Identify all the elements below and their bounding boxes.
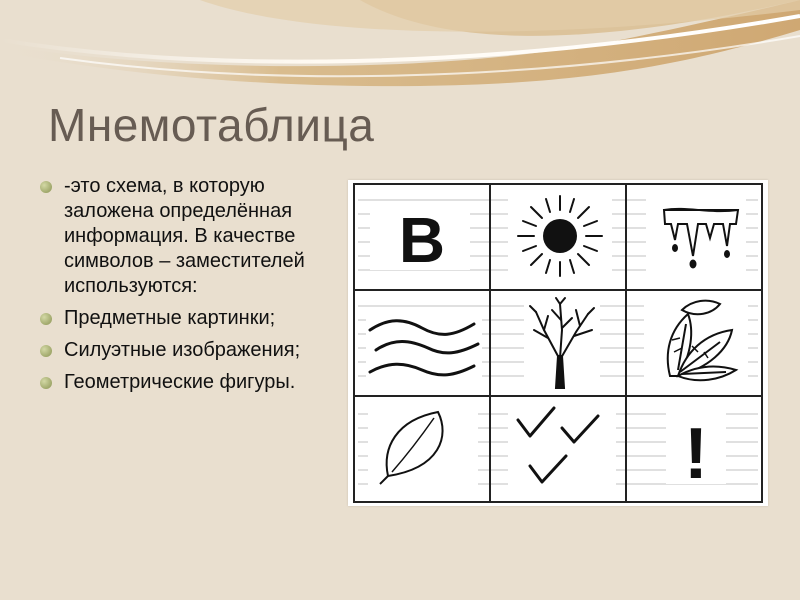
bullet-dot-icon — [40, 181, 52, 193]
bullet-item — [38, 370, 338, 395]
bullet-item — [38, 338, 338, 363]
bullet-text: Предметные картинки; — [64, 307, 276, 329]
letter-v-text: В — [398, 204, 446, 276]
wind-waves-icon — [366, 310, 482, 380]
bullet-dot-icon — [40, 345, 52, 357]
bare-tree-icon — [524, 298, 600, 390]
letter-v-icon — [370, 204, 470, 276]
leaf-cluster-icon — [644, 300, 748, 386]
bullet-dot-icon — [40, 377, 52, 389]
mnemo-table — [348, 180, 768, 506]
flying-birds-icon — [508, 406, 616, 496]
bullet-text: Силуэтные изображения; — [64, 339, 301, 361]
icicles-icon — [646, 198, 746, 276]
bullet-text: Геометрические фигуры. — [64, 371, 296, 393]
bullet-dot-icon — [40, 313, 52, 325]
bullet-item — [38, 306, 338, 331]
exclamation-icon — [666, 410, 726, 494]
bullet-text: -это схема, в которую заложена определённая информация. В качестве символов – заместителей используются: — [64, 175, 305, 297]
leaf-icon — [368, 406, 478, 492]
bullet-list — [38, 174, 338, 402]
sun-icon — [508, 192, 612, 280]
slide-title: Мнемотаблица — [48, 99, 375, 151]
bullet-item — [38, 174, 338, 299]
exclamation-text: ! — [684, 414, 708, 494]
decorative-swoosh — [0, 0, 800, 90]
